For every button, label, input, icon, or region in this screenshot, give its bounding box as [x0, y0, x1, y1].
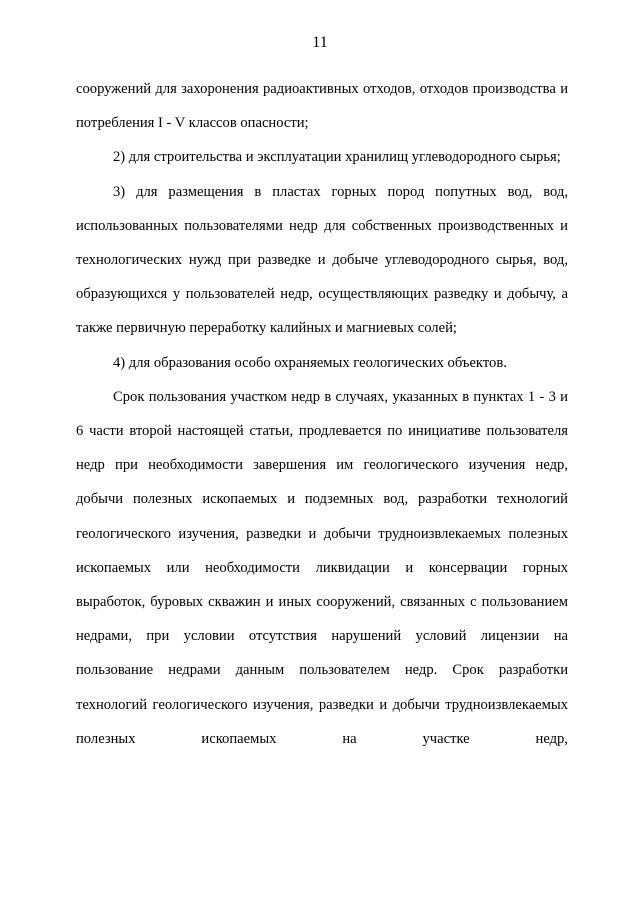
paragraph-term-extension: Срок пользования участком недр в случаях, указанных в пунктах 1 - 3 и 6 части второй настоящей статьи, продлевается по инициативе пользователя недр при необходимости завершения им геологического изучения недр, добычи полезных ископаемых и подземных вод, разработки технологий геологического изучения, разведки и добычи трудноизвлекаемых полезных ископаемых или необходимости ликвидации и консервации горных выработок, буровых скважин и иных сооружений, связанных с пользованием недрами, при условии отсутствия нарушений условий лицензии на пользование недрами данным пользователем недр. Срок разработки технологий геологического изучения, разведки и добычи трудноизвлекаемых полезных ископаемых на участке недр, [76, 388, 568, 747]
paragraph-item-2: 2) для строительства и эксплуатации хранилищ углеводородного сырья; [113, 149, 561, 166]
paragraph-continuation: сооружений для захоронения радиоактивных отходов, отходов производства и потребления I - V классов опасности; [76, 81, 568, 132]
paragraph-item-3: 3) для размещения в пластах горных пород попутных вод, вод, использованных пользователями недр для собственных производственных и технологических нужд при разведке и добыче углеводородного сырья, вод, образующихся у пользователей недр, осуществляющих разведку и добычу, а также первичную переработку калийных и магниевых солей; [76, 183, 568, 337]
document-body [76, 72, 568, 756]
page-number: 11 [312, 34, 328, 51]
paragraph-item-4: 4) для образования особо охраняемых геологических объектов. [113, 354, 507, 371]
